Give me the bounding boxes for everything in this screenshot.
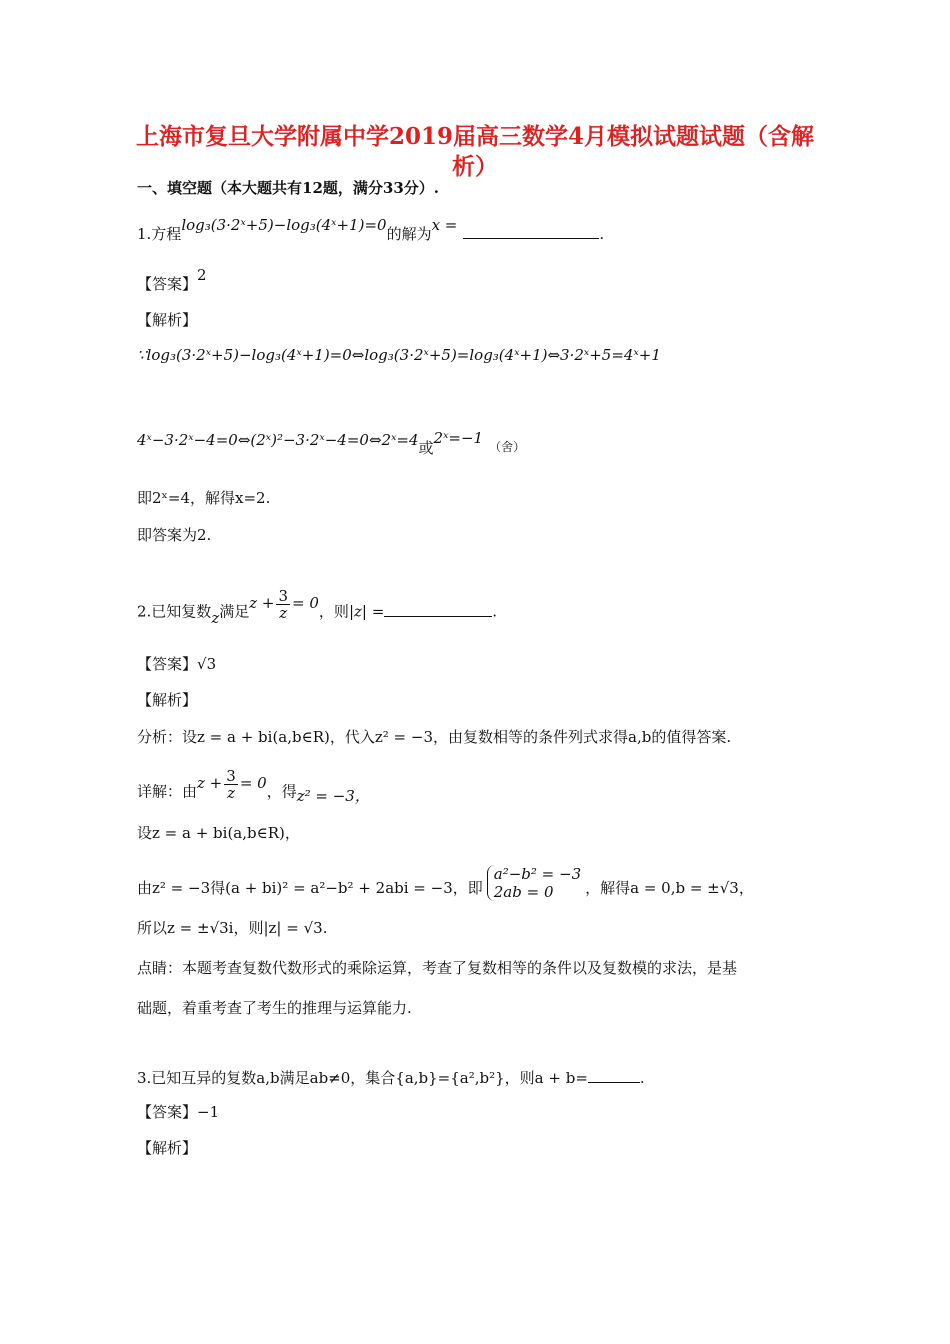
q2-then: ，则 bbox=[318, 602, 349, 621]
q2-case1: a²−b² = −3 bbox=[493, 865, 582, 883]
q2-so: 所以z = ±√3i，则|z| = √3. bbox=[137, 919, 328, 937]
q2-comment-2: 础题，着重考查了考生的推理与运算能力. bbox=[137, 999, 412, 1017]
q1-end: . bbox=[599, 225, 605, 243]
answer-label: 【答案】 bbox=[137, 655, 198, 673]
q1-answer-blank bbox=[463, 224, 599, 239]
q2-from-a: 由z² = −3得(a + bi)² = a²−b² + 2abi = −3，即 bbox=[137, 879, 483, 897]
q1-var: x = bbox=[431, 216, 458, 234]
q2-prefix: 2.已知复数 bbox=[137, 602, 212, 621]
analysis-label: 【解析】 bbox=[137, 311, 198, 329]
question-1 bbox=[137, 216, 605, 244]
q2-var: z bbox=[211, 608, 220, 627]
q2-detail-rhs: = 0 bbox=[239, 773, 267, 792]
question-3 bbox=[137, 1068, 645, 1088]
q2-from-line bbox=[137, 865, 754, 907]
q2-mod: |z| = bbox=[348, 602, 385, 621]
section-heading: 一、填空题（本大题共有12题，满分33分）. bbox=[137, 179, 439, 197]
q2-answer-line bbox=[137, 654, 216, 674]
q2-system bbox=[487, 865, 581, 901]
q2-end: . bbox=[492, 602, 498, 621]
analysis-label: 【解析】 bbox=[137, 691, 198, 709]
q2-detail-mid: ，得 bbox=[266, 782, 297, 801]
title-line-2: 析） bbox=[452, 153, 498, 180]
q2-answer: √3 bbox=[197, 655, 217, 673]
q1-mid: 的解为 bbox=[386, 225, 432, 243]
q1-equation: log₃(3·2ˣ+5)−log₃(4ˣ+1)=0 bbox=[181, 216, 387, 234]
q1-step2-line bbox=[137, 429, 526, 457]
answer-label: 【答案】 bbox=[137, 1103, 198, 1121]
q1-step4: 即答案为2. bbox=[137, 526, 212, 544]
q3-answer: −1 bbox=[197, 1103, 220, 1121]
q1-step2b: 2ˣ=−1 bbox=[433, 429, 484, 447]
q2-detail-frac-num: 3 bbox=[226, 767, 236, 785]
q2-cond-lhs: z + bbox=[249, 593, 275, 612]
q2-frac-num: 3 bbox=[278, 587, 289, 605]
q2-fenxi: 分析：设z = a + bi(a,b∈R)，代入z² = −3，由复数相等的条件列式求得a,b的值得答案. bbox=[137, 728, 732, 746]
title-line-1: 上海市复旦大学附属中学2019届高三数学4月模拟试题试题（含解 bbox=[135, 123, 815, 150]
q2-detail-frac-den: z bbox=[227, 784, 235, 802]
q1-step3: 即2ˣ=4，解得x=2. bbox=[137, 489, 271, 507]
answer-label: 【答案】 bbox=[137, 275, 198, 293]
question-2 bbox=[137, 587, 498, 629]
q2-detail-fraction bbox=[224, 768, 238, 801]
q2-case2: 2ab = 0 bbox=[493, 883, 554, 901]
q2-cond-rhs: = 0 bbox=[292, 593, 319, 612]
q2-mid: 满足 bbox=[219, 602, 250, 621]
q1-step2: 4ˣ−3·2ˣ−4=0⇔(2ˣ)²−3·2ˣ−4=0⇔2ˣ=4 bbox=[137, 431, 419, 449]
q1-step1: ∵log₃(3·2ˣ+5)−log₃(4ˣ+1)=0⇔log₃(3·2ˣ+5)=log₃(4ˣ+1)⇔3·2ˣ+5=4ˣ+1 bbox=[137, 346, 661, 364]
q3-answer-blank bbox=[588, 1068, 640, 1083]
q2-detail-res: z² = −3， bbox=[296, 786, 370, 805]
q2-answer-blank bbox=[384, 602, 492, 617]
q3-text: 3.已知互异的复数a,b满足ab≠0，集合{a,b}={a²,b²}，则a + b= bbox=[137, 1069, 588, 1087]
q2-comment-1: 点睛：本题考查复数代数形式的乘除运算，考查了复数相等的条件以及复数模的求法，是基 bbox=[137, 959, 738, 977]
q2-fraction bbox=[276, 588, 290, 621]
q2-detail-lhs: z + bbox=[197, 773, 223, 792]
q1-prefix: 1.方程 bbox=[137, 225, 182, 243]
q2-detail-prefix: 详解：由 bbox=[137, 782, 198, 801]
q1-or: 或 bbox=[418, 439, 434, 457]
q2-from-b: ，解得a = 0,b = ±√3， bbox=[585, 879, 754, 897]
q1-answer: 2 bbox=[197, 266, 207, 284]
q1-discard: （舍） bbox=[489, 440, 526, 454]
q3-end: . bbox=[639, 1069, 645, 1087]
q2-set: 设z = a + bi(a,b∈R)， bbox=[137, 824, 300, 842]
q3-answer-line bbox=[137, 1102, 219, 1122]
q2-frac-den: z bbox=[279, 604, 288, 622]
analysis-label: 【解析】 bbox=[137, 1139, 198, 1157]
q2-detail-line bbox=[137, 767, 370, 809]
q1-answer-line bbox=[137, 266, 207, 294]
document-title bbox=[120, 122, 830, 182]
